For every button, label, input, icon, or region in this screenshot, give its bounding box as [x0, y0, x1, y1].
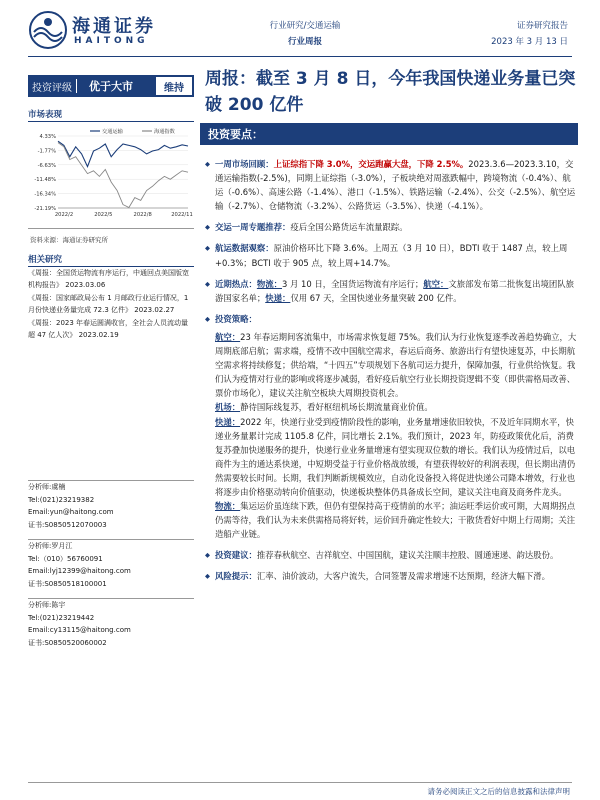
related-item[interactable] [28, 293, 194, 316]
point-heading: 投资建议： [215, 550, 257, 561]
chart-bottom-line [28, 228, 194, 229]
header-right-block [491, 18, 568, 50]
logo-cn-text: 海通证券 [72, 16, 156, 37]
chart-ytick-label: -11.48% [34, 177, 56, 184]
report-title: 周报：截至 3 月 8 日，今年我国快递业务量已突破 200 亿件 [205, 69, 576, 115]
chart-ytick-label: 4.33% [39, 134, 56, 140]
point-text: 2023.3.6—2023.3.10，交通运输指数(-2.5%)，同期上证综指（-3.0%），子板块绝对周涨跌幅中，跨境物流（-0.4%）、航运（-0.6%）、高速公路（-1.4%）、港口（-1.5%）、铁路运输（-2.4%）、公交（-2.5%）、航空运输（-2.7%）、仓储物流（-3.2%）、公路货运（-3.5%）、快递（-4.1%）。 [215, 159, 576, 212]
market-section-title: 市场表现 [28, 110, 63, 120]
hotspot-label: 物流： [256, 278, 282, 289]
point-hotspots [205, 277, 577, 305]
chart-legend-label: 交通运输 [102, 129, 123, 135]
chart-ytick-label: -6.63% [37, 162, 56, 169]
chart-legend-label: 海通指数 [154, 129, 175, 135]
point-risks [205, 569, 577, 583]
market-chart-svg [28, 128, 194, 222]
strategy-aviation [215, 330, 577, 400]
strategy-label: 快递： [215, 416, 241, 427]
point-heading: 航运数据观察： [215, 243, 274, 254]
header-series: 证券研究报告 [516, 21, 568, 31]
strategy-logistics [215, 499, 577, 541]
chart-source: 资料来源：海通证券研究所 [30, 236, 108, 244]
header-date: 2023 年 3 月 13 日 [491, 37, 568, 47]
strategy-label: 机场： [215, 402, 241, 413]
market-section-line [28, 121, 194, 122]
strategy-text: 集运运价虽连续下跌，但仍有望保持高于疫情前的水平；油运旺季运价或可期，大周期拐点仍需等待，我们认为未来供需格局将好转，运价回升确定性较大；干散货看好中期上行周期；关注造船产业链。 [215, 501, 576, 540]
point-recommendation [205, 548, 577, 562]
chart-ytick-label: -21.19% [34, 206, 56, 212]
related-section-title: 相关研究 [28, 255, 63, 265]
analyst-card [28, 480, 194, 531]
chart-xtick-label: 2022/2 [54, 212, 74, 218]
point-heading: 一周市场回顾： [215, 159, 274, 169]
footer-divider [28, 782, 572, 783]
report-body [205, 157, 577, 591]
haitong-emblem-icon [28, 10, 68, 50]
hotspot-text: 仅用 67 天，全国快递业务量突破 200 亿件。 [290, 292, 462, 303]
point-heading: 交运一周专题推荐： [215, 222, 291, 233]
related-item-text: 《周报：国家邮政局公布 1 月邮政行业运行情况，1 月份快递业务量完成 72.3 亿件》 [28, 294, 189, 314]
rating-bar [28, 75, 194, 97]
analyst-card [28, 598, 194, 649]
strategy-text: 静待国际线复苏，看好枢纽机场长期流量商业价值。 [240, 402, 433, 413]
rating-label: 投资评级 [32, 82, 72, 94]
analyst-email[interactable]: Email:cy13115@haitong.com [28, 626, 131, 634]
point-topic [205, 220, 577, 234]
strategy-airport [215, 400, 577, 414]
footer-disclaimer: 请务必阅读正文之后的信息披露和法律声明 [427, 787, 570, 796]
point-strategy [205, 312, 577, 326]
point-heading: 投资策略： [215, 313, 257, 324]
header-divider [28, 56, 572, 57]
related-item-date: 2023.02.19 [78, 330, 119, 339]
point-heading: 风险提示： [215, 571, 257, 582]
chart-series-line [58, 143, 188, 208]
analyst-name: 分析师:陈宇 [28, 598, 194, 612]
logo-en-text: HAITONG [74, 36, 149, 46]
analyst-email[interactable]: Email:yun@haitong.com [28, 508, 114, 516]
analyst-list [28, 480, 194, 657]
point-shipping-data [205, 241, 577, 269]
strategy-label: 航空： [215, 331, 241, 342]
related-list [28, 268, 194, 343]
strategy-block [205, 330, 577, 541]
report-header [0, 0, 600, 60]
rating-separator [76, 79, 85, 93]
market-chart [28, 128, 194, 222]
chart-ytick-label: -1.77% [37, 148, 56, 155]
point-heading: 近期热点： [215, 278, 257, 289]
strategy-label: 物流： [215, 501, 241, 512]
chart-series-line [58, 141, 188, 166]
key-points-header: 投资要点： [200, 123, 578, 145]
hotspot-label: 快递： [265, 292, 291, 303]
header-report-type: 行业周报 [287, 37, 322, 47]
strategy-text: 2022 年，快递行业受到疫情阶段性的影响，业务量增速依旧较快，不及近年同期水平，快递业务量累计完成 1105.8 亿件，同比增长 2.1%。我们预计，2023 年，防疫政策优化后，消费复苏叠加快递服务的提升，快递行业业务量增速有望实现双位数的增长。我们认为疫情过后，以电商件为主的通达系快递，中短期受益于行业价格战放缓，有望获得较好的利润表现，但长期出清仍然需要较长时间。长期，我们判断新规模效应，自动化设备投入将促进快递公司降本增效，行业也将逐步由价格驱动转向价值驱动，快递板块整体仍具备成长空间，建议关注电商及商务件龙头。 [215, 416, 576, 497]
hotspot-label: 航空： [423, 278, 449, 289]
analyst-tel: Tel:(021)23219442 [28, 613, 95, 622]
strategy-express [215, 415, 577, 500]
analyst-cert: 证书:S0850520060002 [28, 638, 107, 647]
point-text: 推荐春秋航空、吉祥航空、中国国航，建议关注顺丰控股、圆通速递、韵达股份。 [256, 550, 559, 561]
related-section-line [28, 266, 194, 267]
analyst-tel: Tel:（010）56760091 [28, 554, 103, 563]
analyst-name: 分析师:罗月江 [28, 539, 194, 553]
related-item[interactable] [28, 268, 194, 291]
rating-value: 优于大市 [89, 80, 133, 93]
related-item-text: 《周报：2023 年春运圆满收官，全社会人员流动量超 47 亿人次》 [28, 319, 189, 339]
hotspot-text: 文旅部发布第二批恢复出境团队旅游国家名单； [215, 278, 574, 303]
related-item-text: 《周报：全国货运物流有序运行，中通回点美国版宽机构报告》 [28, 269, 189, 289]
analyst-email[interactable]: Email:lyj12399@haitong.com [28, 567, 131, 575]
chart-ytick-label: -16.34% [34, 191, 56, 198]
point-market-review [205, 157, 577, 213]
rating-status: 维持 [156, 77, 192, 95]
related-item-date: 2023.03.06 [65, 280, 106, 289]
point-text: 汇率、油价波动，大客户流失，合同签署及需求增速不达预期，经济大幅下滑。 [256, 571, 550, 582]
point-text: 疫后全国公路货运车流量跟踪。 [290, 222, 408, 233]
hotspot-text: 3 月 10 日，全国货运物流有序运行； [282, 278, 424, 289]
point-text: 原油价格环比下降 3.6%。上周五（3 月 10 日），BDTI 收于 1487 点，较上周+0.3%；BCTI 收于 905 点，较上周+14.7%。 [215, 243, 568, 268]
chart-xtick-label: 2022/11 [171, 212, 193, 218]
analyst-name: 分析师:虞楠 [28, 480, 194, 494]
point-highlight: 上证综指下降 3.0%，交运跑赢大盘，下降 2.5%。 [273, 159, 469, 169]
analyst-cert: 证书:S0850512070003 [28, 520, 107, 529]
haitong-logo [28, 12, 178, 52]
analyst-tel: Tel:(021)23219382 [28, 495, 95, 504]
related-item[interactable] [28, 318, 194, 341]
header-category: 行业研究/交通运输 [269, 21, 341, 31]
chart-xtick-label: 2022/8 [133, 212, 152, 218]
chart-xtick-label: 2022/5 [94, 212, 113, 218]
related-item-date: 2023.02.27 [134, 305, 175, 314]
analyst-cert: 证书:S0850518100001 [28, 579, 107, 588]
strategy-text: 23 年春运期间客流集中，市场需求恢复超 75%。我们认为行业恢复逐季改善趋势确立，大周期底部启航；需求端，疫情不改中国航空需求，春运后商务、旅游出行有望快速复苏，中长期航空需求将持续修复；供给端，“十四五”专项规划下各航司运力提升，保障加强，行业供给恢复。我们认为疫情对行业的影响或将逐步减弱，看好疫后航空行业长期投资逻辑不变（即供需格局改善、票价市场化），建议关注航空板块大周期投资机会。 [215, 331, 577, 399]
analyst-card [28, 539, 194, 590]
header-category-block [230, 18, 380, 50]
